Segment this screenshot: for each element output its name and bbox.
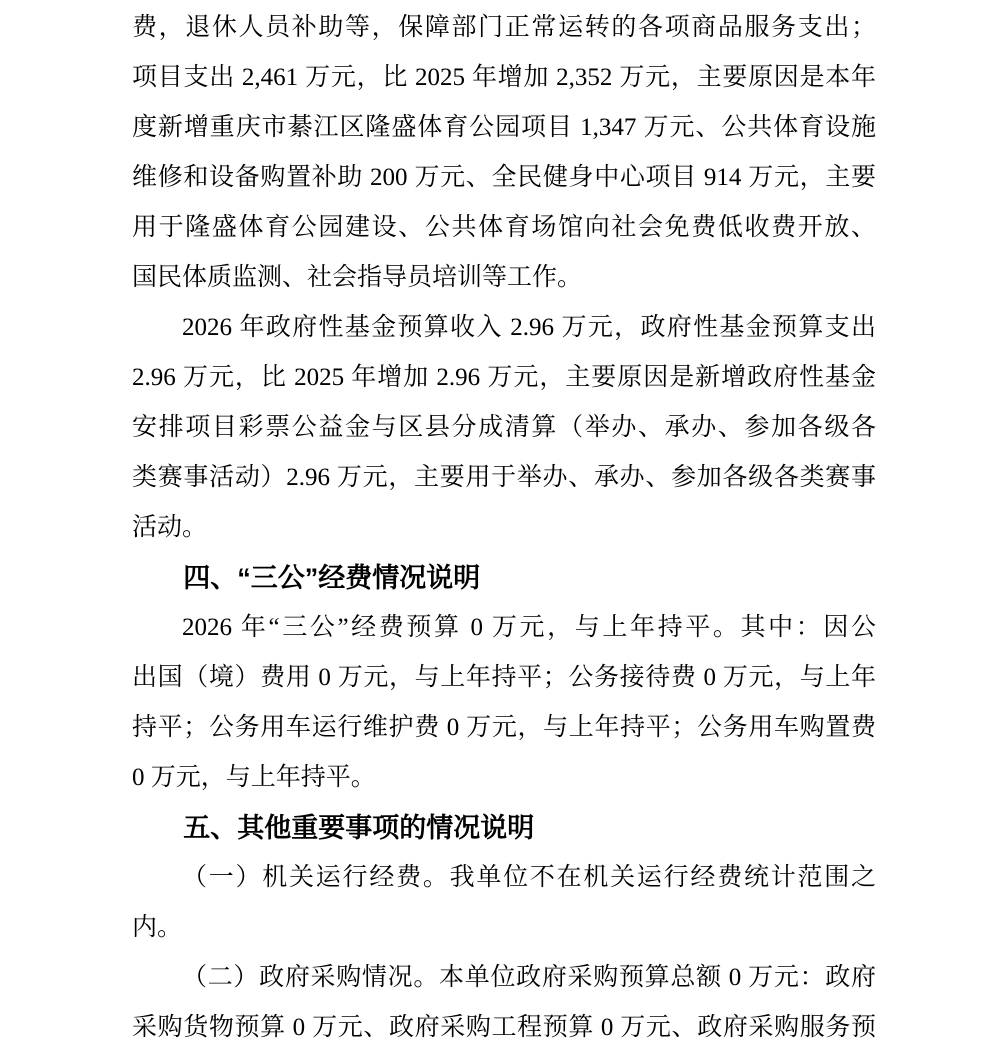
document-line: 用于隆盛体育公园建设、公共体育场馆向社会免费低收费开放、 xyxy=(132,214,876,241)
document-line: 国民体质监测、社会指导员培训等工作。 xyxy=(132,264,583,291)
document-line: 项目支出 2,461 万元，比 2025 年增加 2,352 万元，主要原因是本年 xyxy=(132,64,876,91)
document-line: 类赛事活动）2.96 万元，主要用于举办、承办、参加各级各类赛事 xyxy=(132,464,876,491)
document-line: 安排项目彩票公益金与区县分成清算（举办、承办、参加各级各 xyxy=(132,414,876,441)
section-heading-five: 五、其他重要事项的情况说明 xyxy=(183,813,535,843)
document-line: 度新增重庆市綦江区隆盛体育公园项目 1,347 万元、公共体育设施 xyxy=(132,114,876,141)
document-line: 2026 年“三公”经费预算 0 万元，与上年持平。其中：因公 xyxy=(182,614,876,641)
document-line: 出国（境）费用 0 万元，与上年持平；公务接待费 0 万元，与上年 xyxy=(132,664,876,691)
document-line: （一）机关运行经费。我单位不在机关运行经费统计范围之 xyxy=(182,864,876,891)
document-line: 内。 xyxy=(132,914,183,941)
document-line: 0 万元，与上年持平。 xyxy=(132,764,376,791)
section-heading-four: 四、“三公”经费情况说明 xyxy=(183,563,481,593)
document-line: 2026 年政府性基金预算收入 2.96 万元，政府性基金预算支出 xyxy=(182,314,876,341)
document-text xyxy=(132,3,876,1053)
document-line: 2.96 万元，比 2025 年增加 2.96 万元，主要原因是新增政府性基金 xyxy=(132,364,876,391)
document-line: 维修和设备购置补助 200 万元、全民健身中心项目 914 万元，主要 xyxy=(132,164,876,191)
document-line: （二）政府采购情况。本单位政府采购预算总额 0 万元：政府 xyxy=(182,964,876,991)
document-line: 费，退休人员补助等，保障部门正常运转的各项商品服务支出； xyxy=(132,14,876,41)
document-line: 持平；公务用车运行维护费 0 万元，与上年持平；公务用车购置费 xyxy=(132,714,876,741)
document-line: 活动。 xyxy=(132,514,208,541)
document-line: 采购货物预算 0 万元、政府采购工程预算 0 万元、政府采购服务预 xyxy=(132,1014,876,1041)
